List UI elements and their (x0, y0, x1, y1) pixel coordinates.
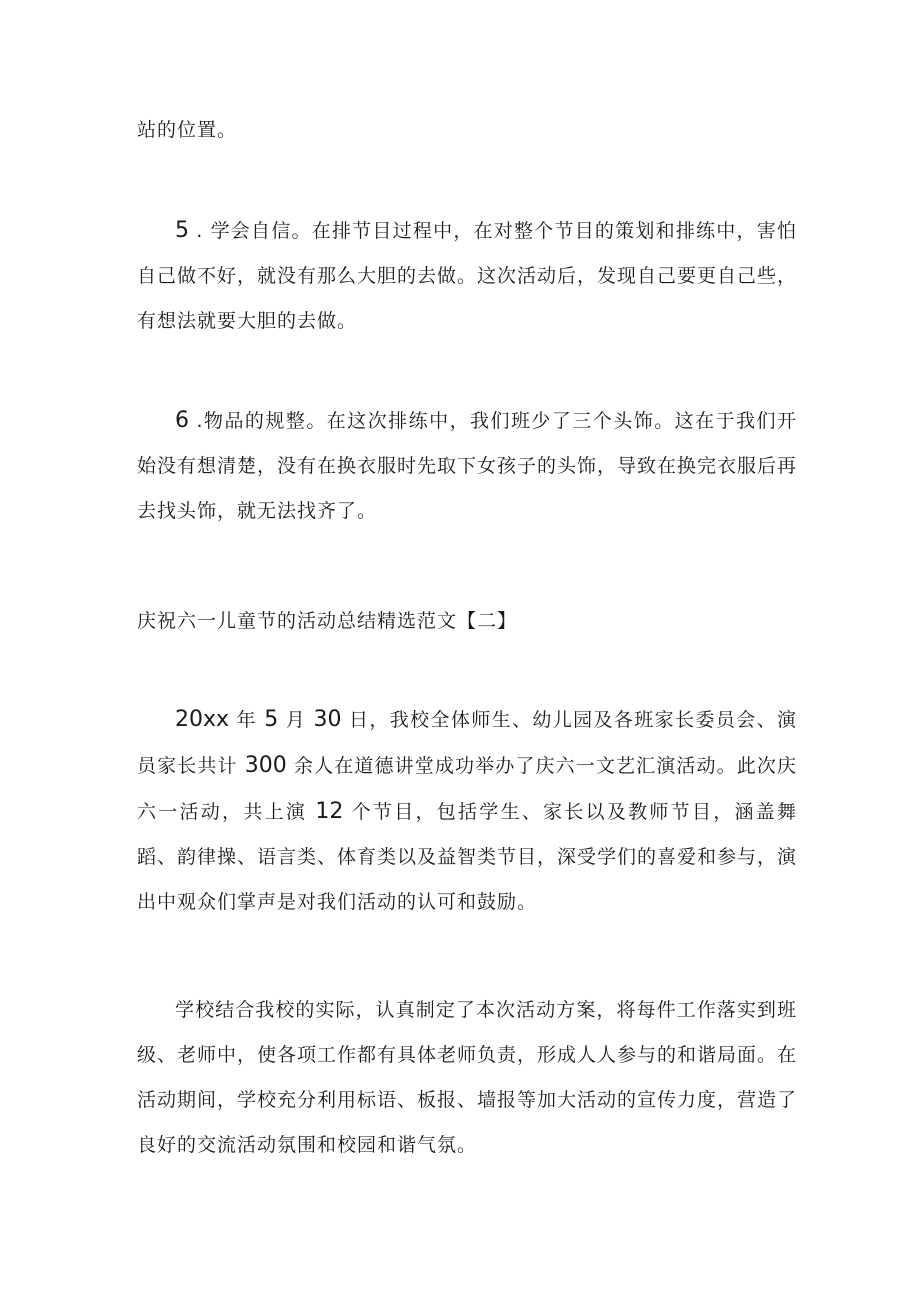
paragraph-text: 年 (229, 709, 265, 731)
section-heading: 庆祝六一儿童节的活动总结精选范文【二】 (137, 610, 518, 632)
paragraph-item-5 (137, 208, 797, 344)
month: 5 (264, 707, 279, 732)
paragraph-text: 站的位置。 (137, 119, 238, 141)
paragraph-text: 学校结合我校的实际，认真制定了本次活动方案，将每件工作落实到班级、老师中，使各项工作都有具体老师负责，形成人人参与的和谐局面。在活动期间，学校充分利用标语、板报、墙报等加大活动的宣传力度，营造了良好的交流活动氛围和校园和谐气氛。 (137, 999, 798, 1156)
paragraph-text: . 学会自信。在排节目过程中，在对整个节目的策划和排练中，害怕自己做不好，就没有那么大胆的去做。这次活动后，发现自己要更自己些，有想法就要大胆的去做。 (137, 220, 798, 332)
paragraph-text: 日，我校全体师生、幼儿园及各班家长委员会、演员家长共计 (137, 709, 797, 777)
participant-count: 300 (244, 753, 287, 778)
paragraph-text: .物品的规整。在这次排练中，我们班少了三个头饰。这在于我们开始没有想清楚，没有在换衣服时先取下女孩子的头饰，导致在换完衣服后再去找头饰，就无法找齐了。 (137, 410, 798, 522)
paragraph-text: 个节目，包括学生、家长以及教师节目，涵盖舞蹈、韵律操、语言类、体育类以及益智类节目，深受学们的喜爱和参与，演出中观众们掌声是对我们活动的认可和鼓励。 (137, 801, 798, 913)
day: 30 (313, 707, 342, 732)
program-count: 12 (315, 799, 344, 824)
paragraph-summary (137, 697, 797, 925)
year: 20xx (175, 707, 230, 732)
item-number: 5 (175, 218, 189, 243)
item-number: 6 (175, 408, 189, 433)
paragraph-continuation (137, 108, 797, 153)
paragraph-planning (137, 988, 797, 1168)
paragraph-text: 余人在道德讲堂成功举办了庆六一文艺汇演活动。此次庆六一活动，共上演 (137, 755, 797, 823)
paragraph-item-6 (137, 398, 797, 534)
paragraph-text: 月 (278, 709, 314, 731)
